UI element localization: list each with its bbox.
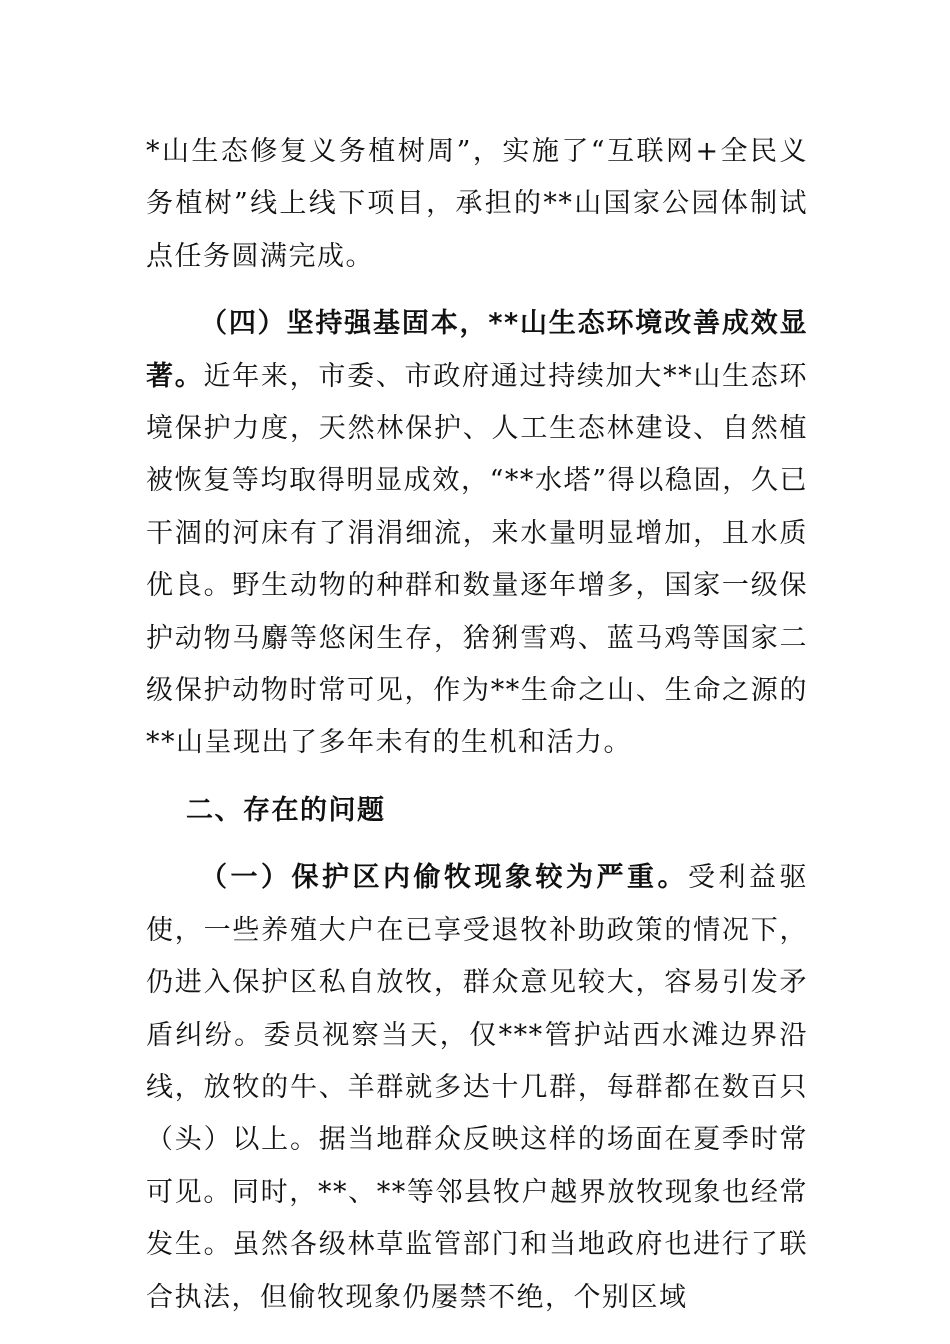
section-heading-problems: 二、存在的问题 xyxy=(186,794,386,826)
paragraph-grazing-body: 受利益驱使，一些养殖大户在已享受退牧补助政策的情况下，仍进入保护区私自放牧，群众意见较大，容易引发矛盾纠纷。委员视察当天，仅***管护站西水滩边界沿线，放牧的牛、羊群就多达十几群，每群都在数百只（头）以上。据当地群众反映这样的场面在夏季时常可见。同时，**、**等邻县牧户越界放牧现象也经常发生。虽然各级林草监管部门和当地政府也进行了联合执法，但偷牧现象仍屡禁不绝，个别区域 xyxy=(146,862,808,1313)
paragraph-ecology-body: 近年来，市委、市政府通过持续加大**山生态环境保护力度，天然林保护、人工生态林建设、自然植被恢复等均取得明显成效，“**水塔”得以稳固，久已干涸的河床有了涓涓细流，来水量明显增加，且水质优良。野生动物的种群和数量逐年增多，国家一级保护动物马麝等悠闲生存，猞猁雪鸡、蓝马鸡等国家二级保护动物时常可见，作为**生命之山、生命之源的**山呈现出了多年未有的生机和活力。 xyxy=(146,360,809,759)
paragraph-ecology-improvement xyxy=(146,298,808,770)
paragraph-continuation: *山生态修复义务植树周”，实施了“互联网+全民义务植树”线上线下项目，承担的**山国家公园体制试点任务圆满完成。 xyxy=(146,136,808,272)
paragraph-illegal-grazing xyxy=(146,852,808,1324)
document-body xyxy=(146,126,808,1324)
subheading-four: （四）坚持强基固本，**山生态环境改善成效显著。 xyxy=(146,308,808,392)
subheading-one: （一）保护区内偷牧现象较为严重。 xyxy=(200,862,688,894)
